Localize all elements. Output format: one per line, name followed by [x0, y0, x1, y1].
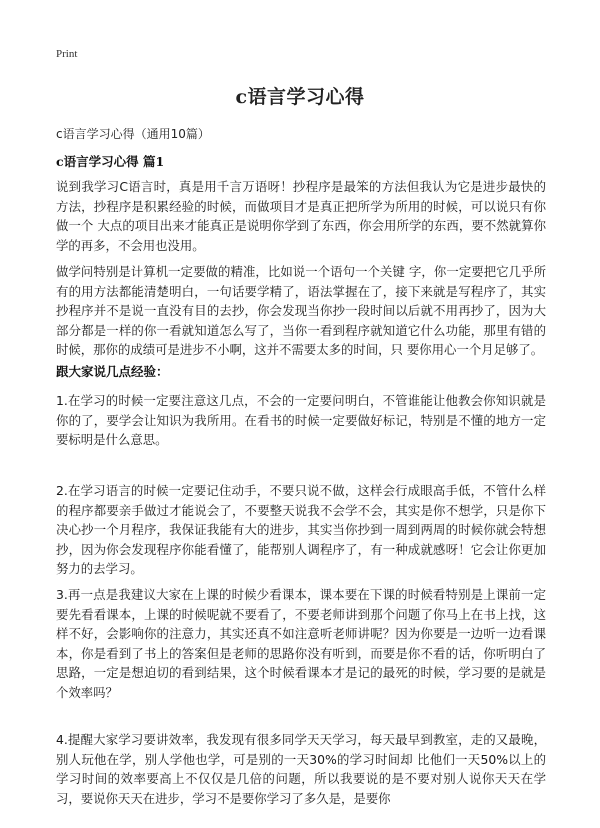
tip-1: 1.在学习的时候一定要注意这几点，不会的一定要问明白，不管谁能让他教会你知识就是你的了，要学会让知识为我所用。在看书的时候一定要做好标记，特别是不懂的地方一定要标明是什么意思。 [56, 393, 546, 447]
document-subtitle: c语言学习心得（通用10篇） [56, 127, 210, 141]
document-title: c语言学习心得 [235, 86, 365, 108]
paragraph-2: 做学问特别是计算机一定要做的精准，比如说一个语句一个关键 字，你一定要把它几乎所有的用方法都能清楚明白，一句话要学精了，语法掌握在了，接下来就是写程序了，其实抄程序并不是说一直没有目的去抄，你会发现当你抄一段时间以后就不用再抄了，因为大部分都是一样的你一看就知道怎么写了，当你一看到程序就知道它什么功能，那里有错的时候，那你的成绩可是进步不小啊，这并不需要太多的时间，只 要你用心一个月足够了。 [56, 264, 546, 357]
section-heading-2: 跟大家说几点经验： [56, 364, 169, 379]
tip-4: 4.提醒大家学习要讲效率，我发现有很多同学天天学习，每天最早到教室，走的又最晚，别人玩他在学，别人学他也学，可是别的一天30%的学习时间却 比他们一天50%以上的学习时间的效率要高上不仅仅是几倍的问题，所以我要说的是不要对别人说你天天在学习，要说你天天在进步，学习不是要你学习了多久是，是要你 [56, 732, 546, 806]
tip-3: 3.再一点是我建议大家在上课的时候少看课本，课本要在下课的时候看特别是上课前一定要先看看课本，上课的时候呢就不要看了，不要老师讲到那个问题了你马上在书上找，这样不好，会影响你的注意力，其实还真不如注意听老师讲呢？因为你要是一边听一边看课本，你是看到了书上的答案但是老师的思路你没有听到，而要是你不看的话，你听明白了思路，一定是想迫切的看到结果，这个时候看课本才是记的最死的时候，学习要的是就是个效率吗？ [56, 587, 546, 700]
section-heading-1: c语言学习心得 篇1 [56, 154, 165, 169]
tip-2: 2.在学习语言的时候一定要记住动手，不要只说不做，这样会行成眼高手低，不管什么样的程序都要亲手做过才能说会了，不要整天说我不会学不会，其实是你不想学，只是你下决心抄一个月程序，我保证我能有大的进步，其实当你抄到一周到两周的时候你就会特想抄，因为你会发现程序你能看懂了，能帮别人调程序了，有一种成就感呀！它会让你更加努力的去学习。 [56, 483, 546, 576]
paragraph-1: 说到我学习C语言时，真是用千言万语呀！抄程序是最笨的方法但我认为它是进步最快的方法，抄程序是积累经验的时候，而做项目才是真正把所学为所用的时候，可以说只有你做一个 大点的项目出来才能真正是说明你学到了东西，你会用所学的东西，要不然就算你学的再多，不会用也没用。 [56, 179, 546, 253]
print-label[interactable]: Print [56, 48, 78, 60]
